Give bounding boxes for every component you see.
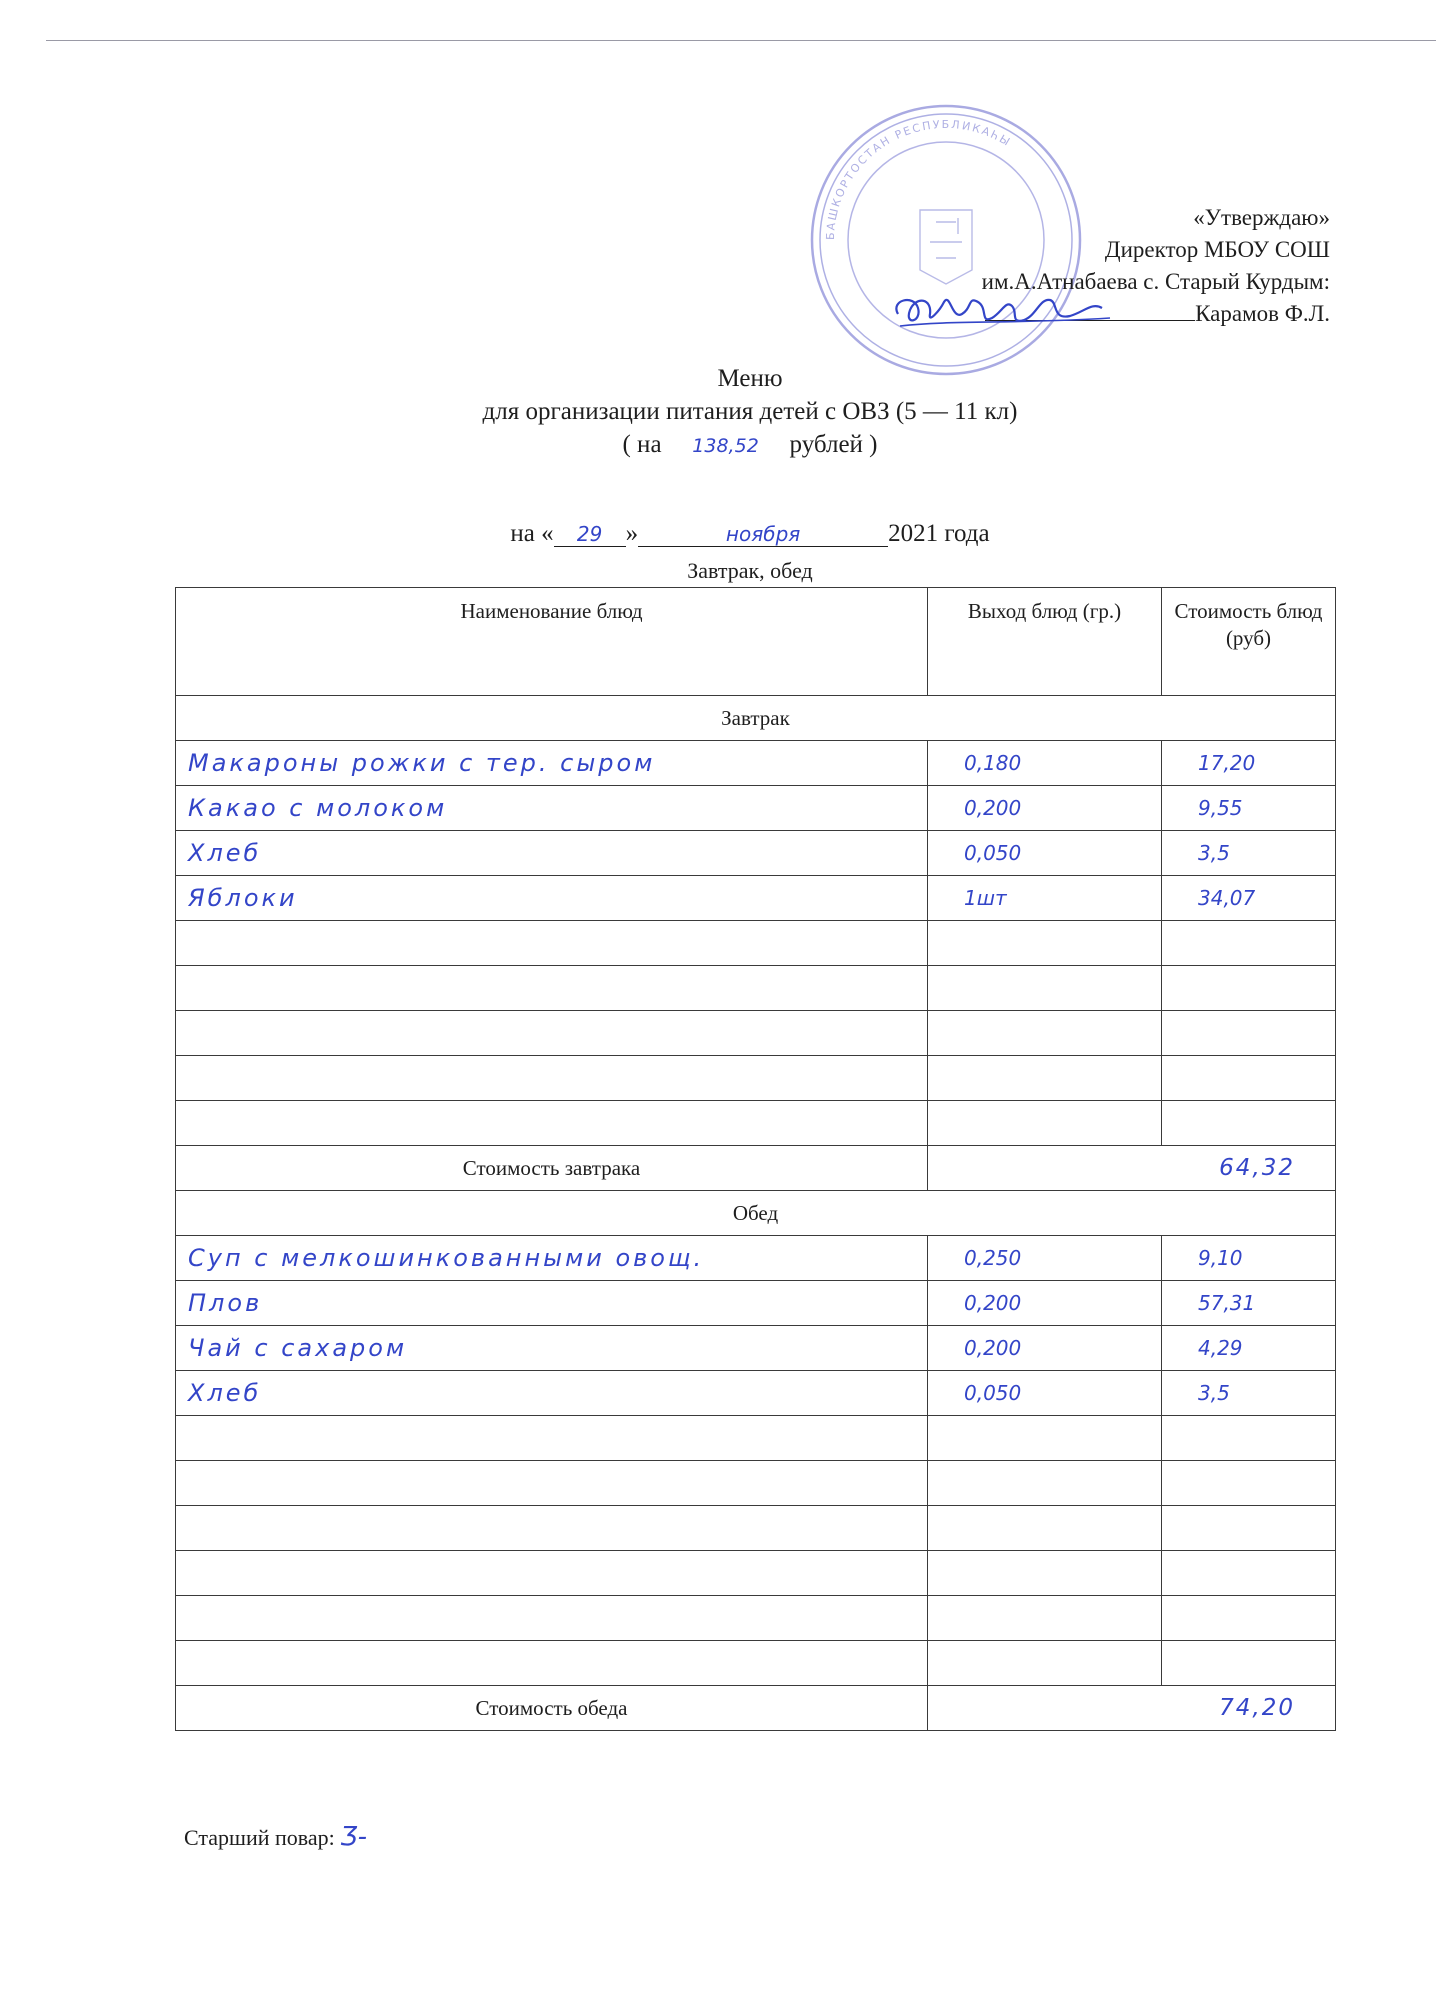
date-year: 2021 года bbox=[888, 520, 990, 547]
menu-subtitle: для организации питания детей с ОВЗ (5 — 11 кл) bbox=[482, 398, 1018, 425]
breakfast-section-label: Завтрак bbox=[176, 696, 1336, 741]
dish-weight-cell bbox=[928, 786, 1162, 831]
dish-cost-cell bbox=[1162, 876, 1336, 921]
empty-cell bbox=[1162, 1101, 1336, 1146]
empty-row bbox=[176, 1596, 1336, 1641]
dish-weight-cell bbox=[928, 741, 1162, 786]
empty-row bbox=[176, 1416, 1336, 1461]
date-day: 29 bbox=[576, 522, 603, 546]
approval-school: им.А.Атнабаева с. Старый Курдым: bbox=[981, 269, 1330, 294]
empty-cell bbox=[176, 966, 928, 1011]
date-month-field bbox=[638, 522, 888, 547]
empty-row bbox=[176, 1506, 1336, 1551]
dish-cost: 9,55 bbox=[1198, 796, 1243, 820]
empty-row bbox=[176, 921, 1336, 966]
dish-name-cell bbox=[176, 1371, 928, 1416]
cook-signature: Ӡ- bbox=[340, 1822, 367, 1852]
dish-cost: 34,07 bbox=[1198, 886, 1256, 910]
dish-weight: 0,250 bbox=[964, 1246, 1022, 1270]
cook-label: Старший повар: bbox=[184, 1825, 335, 1850]
stamp-text: БАШКОРТОСТАН РЕСПУБЛИКАҺЫ bbox=[823, 117, 1014, 241]
dish-cost: 57,31 bbox=[1198, 1291, 1256, 1315]
empty-cell bbox=[176, 1416, 928, 1461]
empty-cell bbox=[176, 1461, 928, 1506]
lunch-section-row bbox=[176, 1191, 1336, 1236]
breakfast-total-row bbox=[176, 1146, 1336, 1191]
cost-value: 138,52 bbox=[692, 435, 759, 457]
empty-cell bbox=[1162, 1596, 1336, 1641]
empty-cell bbox=[1162, 1461, 1336, 1506]
dish-cost-cell bbox=[1162, 741, 1336, 786]
dish-weight-cell bbox=[928, 1236, 1162, 1281]
dish-cost-cell bbox=[1162, 1371, 1336, 1416]
table-row bbox=[176, 1236, 1336, 1281]
dish-weight-cell bbox=[928, 876, 1162, 921]
empty-cell bbox=[1162, 1641, 1336, 1686]
table-row bbox=[176, 1371, 1336, 1416]
empty-cell bbox=[1162, 1056, 1336, 1101]
column-header-weight: Выход блюд (гр.) bbox=[928, 588, 1162, 696]
dish-name: Плов bbox=[188, 1289, 263, 1317]
dish-cost: 3,5 bbox=[1198, 841, 1230, 865]
director-signature bbox=[880, 280, 1130, 340]
column-header-cost: Стоимость блюд (руб) bbox=[1162, 588, 1336, 696]
dish-weight-cell bbox=[928, 1281, 1162, 1326]
lunch-section-label: Обед bbox=[176, 1191, 1336, 1236]
dish-cost-cell bbox=[1162, 1236, 1336, 1281]
breakfast-section-row bbox=[176, 696, 1336, 741]
cost-prefix: ( на bbox=[622, 431, 662, 458]
table-row bbox=[176, 1326, 1336, 1371]
empty-row bbox=[176, 1641, 1336, 1686]
dish-name: Суп с мелкошинкованными овощ. bbox=[188, 1244, 705, 1272]
empty-row bbox=[176, 1101, 1336, 1146]
empty-row bbox=[176, 1011, 1336, 1056]
dish-weight-cell bbox=[928, 1326, 1162, 1371]
table-row bbox=[176, 786, 1336, 831]
approval-title: «Утверждаю» bbox=[1193, 205, 1330, 230]
empty-cell bbox=[928, 921, 1162, 966]
empty-cell bbox=[1162, 966, 1336, 1011]
date-month: ноября bbox=[725, 522, 801, 546]
top-rule bbox=[46, 40, 1436, 41]
breakfast-total-label: Стоимость завтрака bbox=[176, 1146, 928, 1191]
empty-cell bbox=[1162, 1551, 1336, 1596]
dish-cost-cell bbox=[1162, 1281, 1336, 1326]
cost-suffix: рублей ) bbox=[789, 431, 878, 458]
dish-weight-cell bbox=[928, 1371, 1162, 1416]
lunch-total: 74,20 bbox=[1219, 1695, 1295, 1721]
date-prefix: на « bbox=[510, 520, 554, 547]
dish-cost-cell bbox=[1162, 786, 1336, 831]
dish-cost-cell bbox=[1162, 1326, 1336, 1371]
breakfast-total: 64,32 bbox=[1219, 1155, 1295, 1181]
dish-cost: 9,10 bbox=[1198, 1246, 1243, 1270]
dish-name-cell bbox=[176, 1281, 928, 1326]
empty-cell bbox=[1162, 1416, 1336, 1461]
menu-title: Меню bbox=[717, 365, 783, 392]
date-day-field bbox=[554, 522, 626, 547]
empty-cell bbox=[928, 966, 1162, 1011]
footer bbox=[184, 1822, 367, 1852]
dish-name: Хлеб bbox=[188, 1379, 262, 1407]
dish-name: Какао с молоком bbox=[188, 794, 448, 822]
empty-cell bbox=[176, 1101, 928, 1146]
empty-cell bbox=[928, 1056, 1162, 1101]
empty-cell bbox=[928, 1416, 1162, 1461]
empty-cell bbox=[928, 1596, 1162, 1641]
lunch-total-cell bbox=[928, 1686, 1336, 1731]
dish-name-cell bbox=[176, 1326, 928, 1371]
empty-row bbox=[176, 1461, 1336, 1506]
empty-cell bbox=[928, 1551, 1162, 1596]
dish-weight: 0,200 bbox=[964, 796, 1022, 820]
dish-weight: 1шт bbox=[964, 886, 1007, 910]
lunch-total-row bbox=[176, 1686, 1336, 1731]
empty-cell bbox=[928, 1506, 1162, 1551]
dish-name-cell bbox=[176, 831, 928, 876]
empty-cell bbox=[176, 921, 928, 966]
empty-cell bbox=[1162, 1011, 1336, 1056]
empty-cell bbox=[1162, 921, 1336, 966]
menu-table bbox=[175, 587, 1336, 1731]
empty-cell bbox=[928, 1461, 1162, 1506]
empty-cell bbox=[928, 1101, 1162, 1146]
dish-weight: 0,050 bbox=[964, 1381, 1022, 1405]
empty-cell bbox=[1162, 1506, 1336, 1551]
empty-cell bbox=[176, 1011, 928, 1056]
dish-name-cell bbox=[176, 1236, 928, 1281]
dish-cost-cell bbox=[1162, 831, 1336, 876]
date-line bbox=[180, 520, 1320, 548]
lunch-total-label: Стоимость обеда bbox=[176, 1686, 928, 1731]
menu-cost-line bbox=[180, 428, 1320, 463]
approval-position: Директор МБОУ СОШ bbox=[1104, 237, 1330, 262]
meals-caption: Завтрак, обед bbox=[687, 558, 813, 583]
dish-weight: 0,200 bbox=[964, 1291, 1022, 1315]
dish-weight-cell bbox=[928, 831, 1162, 876]
empty-cell bbox=[176, 1596, 928, 1641]
empty-cell bbox=[176, 1551, 928, 1596]
empty-cell bbox=[928, 1641, 1162, 1686]
empty-row bbox=[176, 1551, 1336, 1596]
menu-title-block bbox=[180, 362, 1320, 463]
column-header-name: Наименование блюд bbox=[176, 588, 928, 696]
dish-cost: 17,20 bbox=[1198, 751, 1256, 775]
breakfast-total-cell bbox=[928, 1146, 1336, 1191]
table-header-row bbox=[176, 588, 1336, 696]
dish-name: Хлеб bbox=[188, 839, 262, 867]
dish-name-cell bbox=[176, 876, 928, 921]
empty-cell bbox=[176, 1506, 928, 1551]
table-row bbox=[176, 876, 1336, 921]
empty-row bbox=[176, 966, 1336, 1011]
dish-weight: 0,200 bbox=[964, 1336, 1022, 1360]
dish-name-cell bbox=[176, 786, 928, 831]
empty-cell bbox=[176, 1641, 928, 1686]
empty-cell bbox=[928, 1011, 1162, 1056]
empty-row bbox=[176, 1056, 1336, 1101]
dish-name: Макароны рожки с тер. сыром bbox=[188, 749, 656, 777]
dish-weight: 0,050 bbox=[964, 841, 1022, 865]
table-row bbox=[176, 1281, 1336, 1326]
dish-cost: 4,29 bbox=[1198, 1336, 1243, 1360]
table-row bbox=[176, 741, 1336, 786]
table-row bbox=[176, 831, 1336, 876]
date-mid: » bbox=[625, 520, 639, 547]
dish-name: Чай с сахаром bbox=[188, 1334, 408, 1362]
empty-cell bbox=[176, 1056, 928, 1101]
dish-name-cell bbox=[176, 741, 928, 786]
approval-name: Карамов Ф.Л. bbox=[1195, 301, 1330, 326]
dish-weight: 0,180 bbox=[964, 751, 1022, 775]
dish-cost: 3,5 bbox=[1198, 1381, 1230, 1405]
dish-name: Яблоки bbox=[188, 884, 298, 912]
